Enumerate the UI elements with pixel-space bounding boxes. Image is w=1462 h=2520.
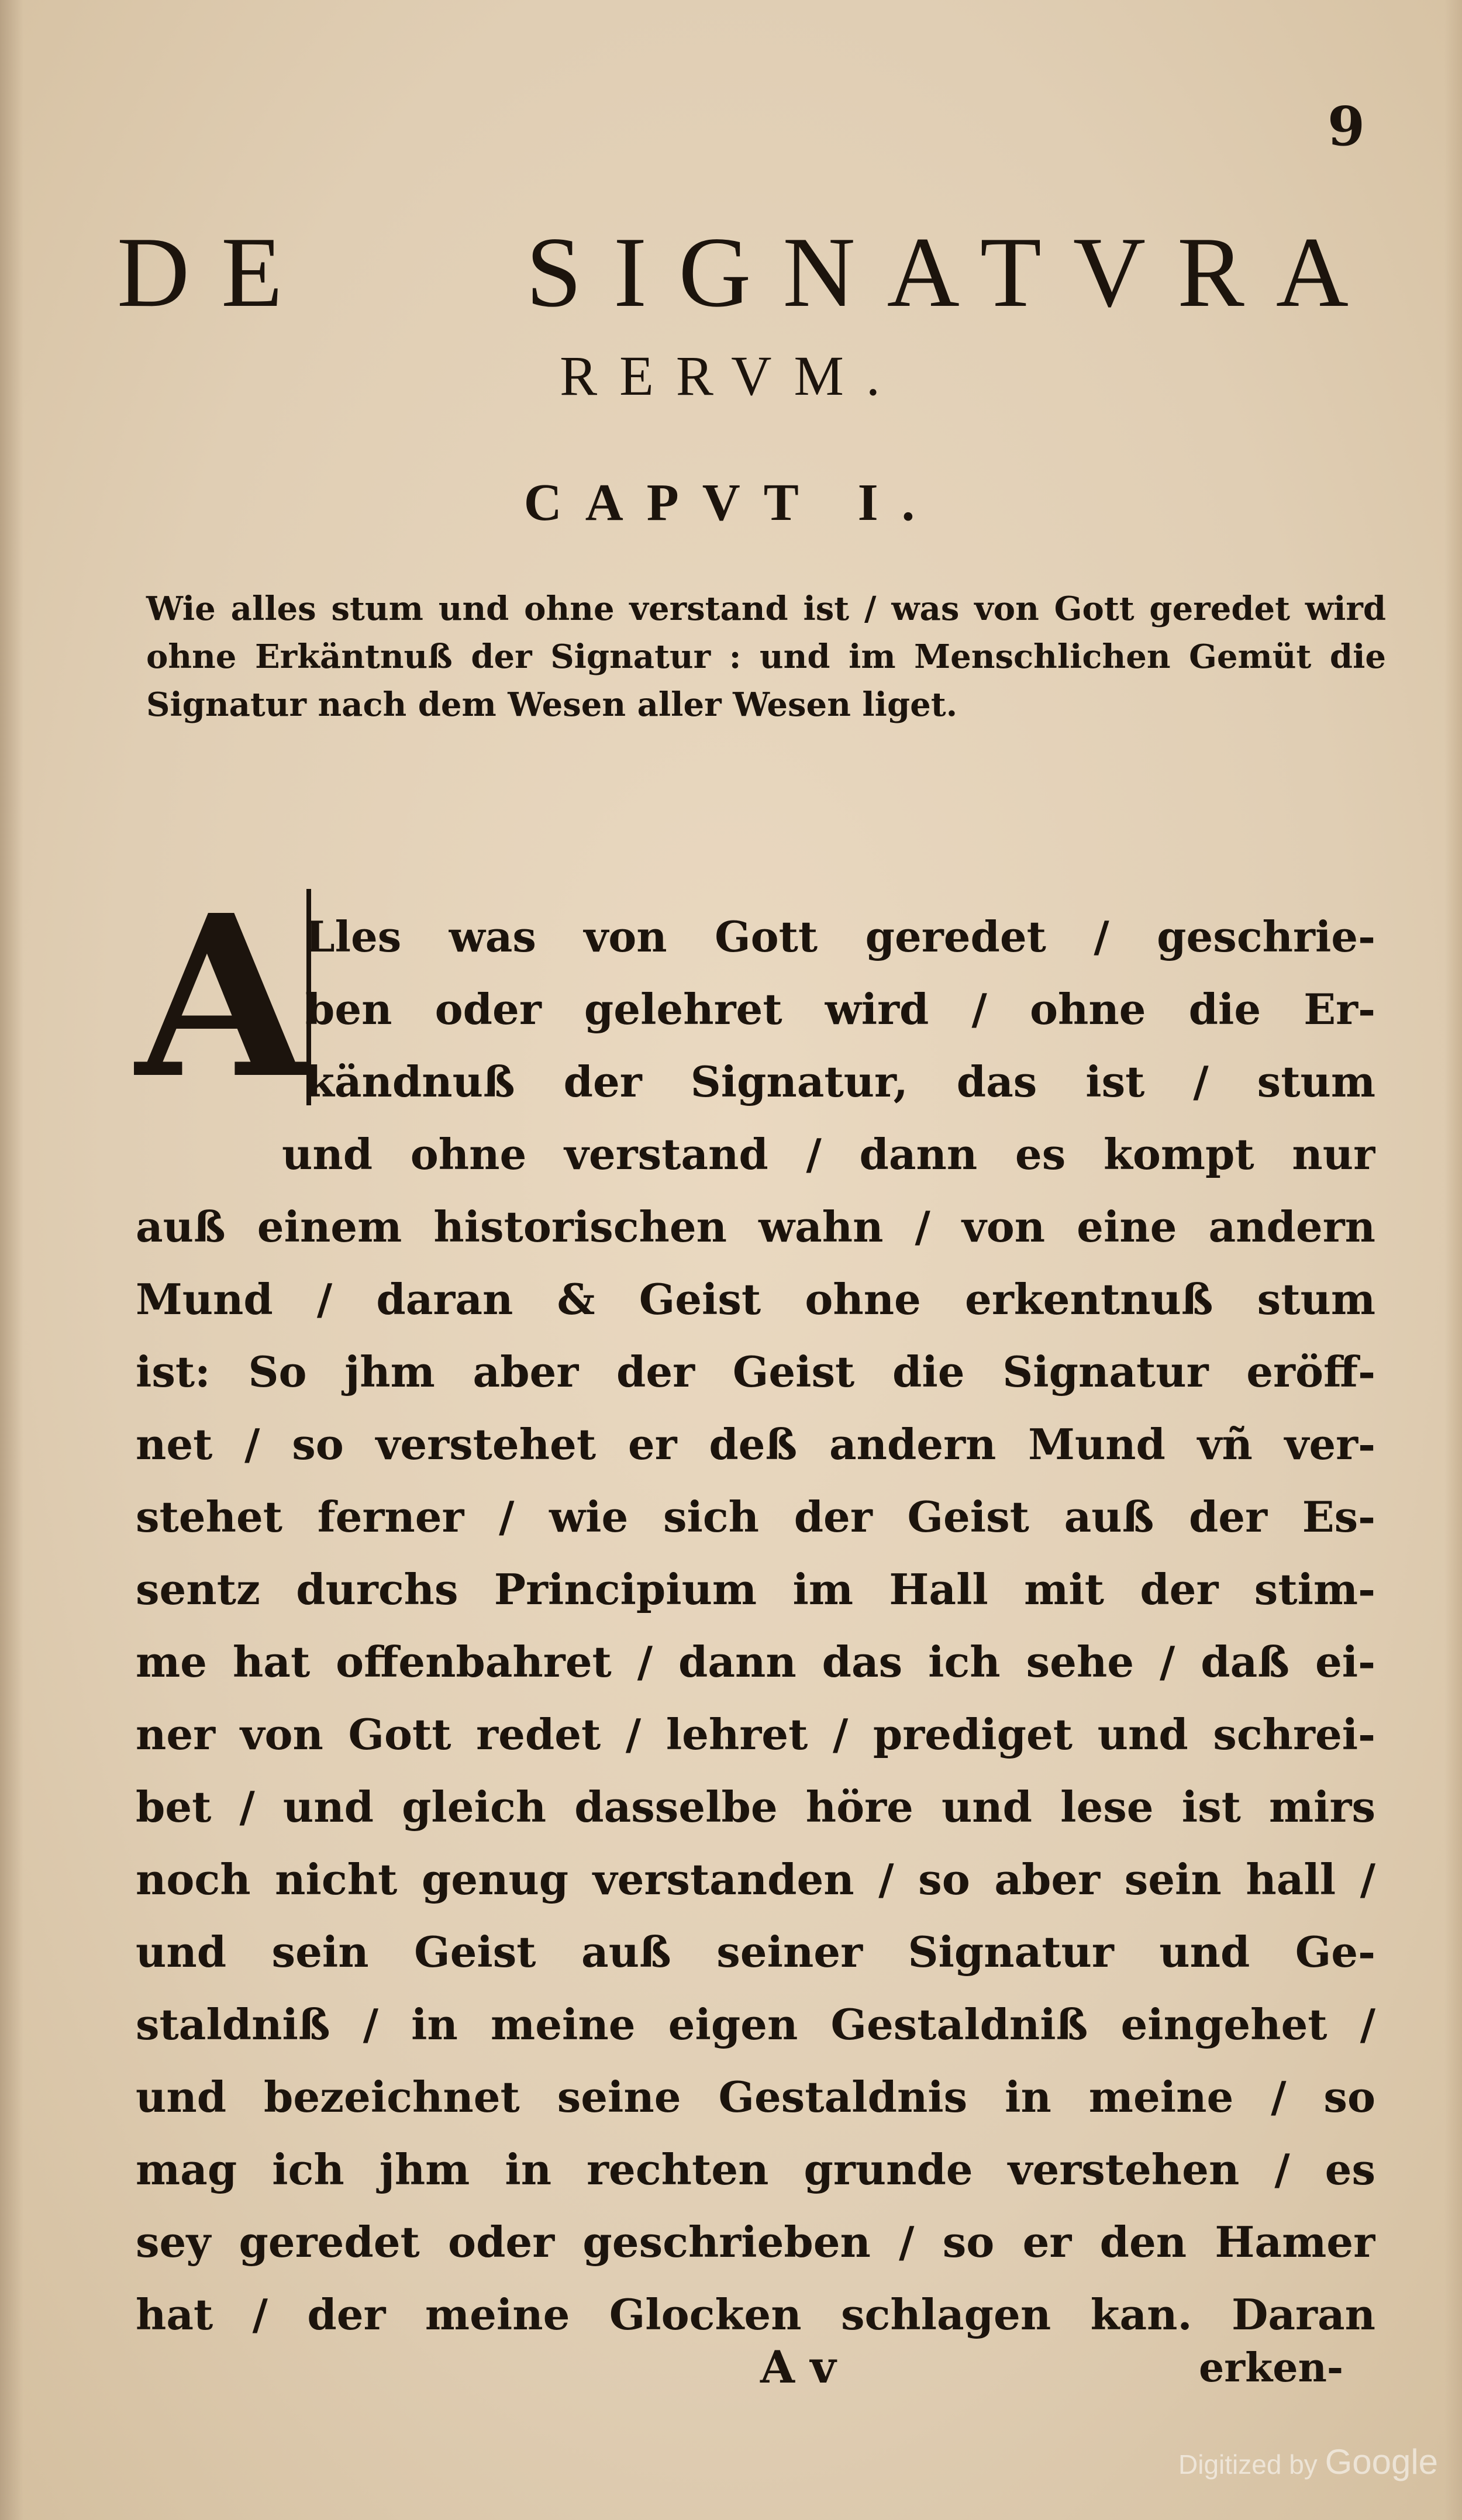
text-line: me hat offenbahret / dann das ich sehe / daß ei-: [136, 1637, 1375, 1687]
watermark-prefix: Digitized by: [1178, 2449, 1318, 2480]
drop-cap-letter: A: [136, 866, 308, 1128]
page-title: DE SIGNATVRA: [117, 217, 1380, 328]
catchword: erken-: [1199, 2345, 1344, 2391]
watermark-brand: Google: [1325, 2442, 1439, 2481]
text-line: mag ich jhm in rechten grunde verstehen / es: [136, 2145, 1375, 2194]
text-line: staldniß / in meine eigen Gestaldniß eingehet /: [136, 2000, 1375, 2049]
text-line: hat / der meine Glocken schlagen kan. Daran: [136, 2290, 1375, 2339]
text-line: noch nicht genug verstanden / so aber sein hall /: [136, 1854, 1375, 1904]
page-number: 9: [1327, 95, 1366, 158]
text-line: sentz durchs Principium im Hall mit der stim-: [136, 1564, 1375, 1614]
text-line: kändnuß der Signatur, das ist / stum: [305, 1057, 1375, 1106]
text-line: auß einem historischen wahn / von eine andern: [136, 1202, 1375, 1252]
digitization-watermark: [1178, 2442, 1439, 2481]
text-line: ner von Gott redet / lehret / prediget und schrei-: [136, 1709, 1375, 1759]
signature-mark: A v: [760, 2341, 836, 2393]
text-line: sey geredet oder geschrieben / so er den Hamer: [136, 2217, 1375, 2267]
text-line: net / so verstehet er deß andern Mund vñ ver-: [136, 1419, 1375, 1469]
text-line: Lles was von Gott geredet / geschrie-: [305, 912, 1375, 961]
text-line: ben oder gelehret wird / ohne die Er-: [305, 984, 1375, 1034]
text-line: Mund / daran & Geist ohne erkentnuß stum: [136, 1274, 1375, 1324]
text-line: und sein Geist auß seiner Signatur und Ge-: [136, 1927, 1375, 1977]
chapter-heading: CAPVT I.: [523, 474, 939, 532]
chapter-summary: Wie alles stum und ohne verstand ist / was von Gott geredet wird ohne Erkäntnuß der Signatur : und im Menschlichen Gemüt die Signatur nach dem Wesen aller Wesen liget.: [146, 590, 1386, 724]
text-line: und bezeichnet seine Gestaldnis in meine / so: [136, 2072, 1375, 2122]
text-line: bet / und gleich dasselbe höre und lese ist mirs: [136, 1782, 1375, 1832]
text-line: und ohne verstand / dann es kompt nur: [282, 1129, 1375, 1179]
text-line: ist: So jhm aber der Geist die Signatur eröff-: [136, 1347, 1375, 1397]
text-line: stehet ferner / wie sich der Geist auß der Es-: [136, 1492, 1375, 1542]
body-text: [136, 901, 1375, 2351]
page-subtitle: RERVM.: [560, 344, 902, 407]
